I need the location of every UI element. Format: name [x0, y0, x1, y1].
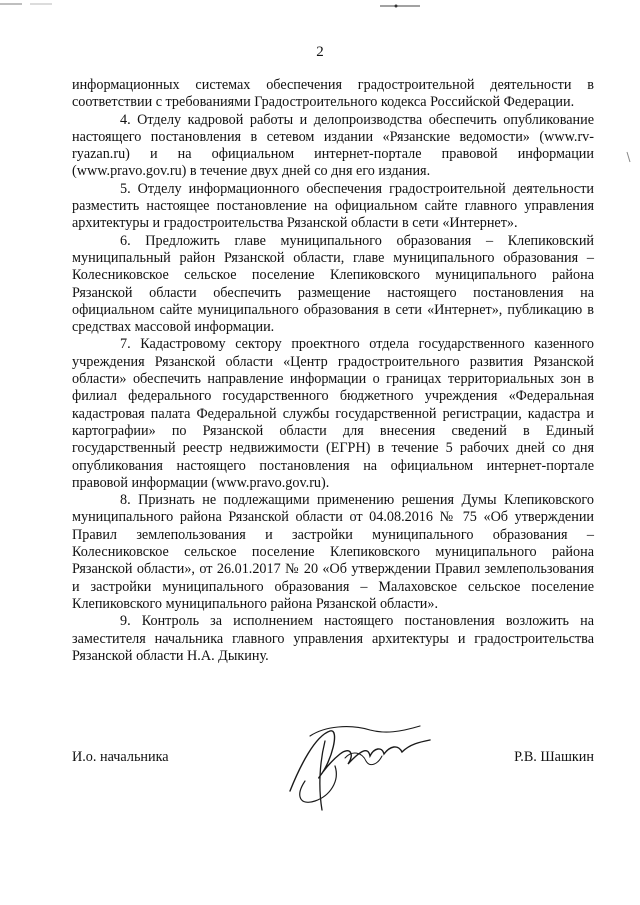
signer-name: Р.В. Шашкин [514, 749, 594, 765]
paragraph-item-7: 7. Кадастровому сектору проектного отдела государственного казенного учреждения Рязанской области «Центр градостроительного развития Рязанской области» обеспечить направление информации о границах территориальных зон в филиал федерального государственного бюджетного учреждения «Федеральная кадастровая палата Федеральной службы государственной регистрации, кадастра и картографии» по Рязанской области для внесения сведений в Единый государственный реестр недвижимости (ЕГРН) в течение 5 рабочих дней со дня опубликования настоящего постановления на официальном интернет-портале правовой информации (www.pravo.gov.ru). [72, 336, 594, 491]
paragraph-item-9: 9. Контроль за исполнением настоящего постановления возложить на заместителя начальника главного управления архитектуры и градостроительства Рязанской области Н.А. Дыкину. [72, 613, 594, 664]
scan-artifact-marks [0, 0, 640, 20]
paragraph-item-6: 6. Предложить главе муниципального образования – Клепиковский муниципальный район Рязанской области, главе муниципального образования – Колесниковское сельское поселение Клепиковского муниципального района Рязанской области обеспечить размещение настоящего постановления на официальном сайте муниципального образования в сети «Интернет», публикацию в средствах массовой информации. [72, 232, 594, 336]
position-title: И.о. начальника [72, 749, 169, 765]
paragraph-item-4: 4. Отделу кадровой работы и делопроизводства обеспечить опубликование настоящего постановления в сетевом издании «Рязанские ведомости» (www.rv-ryazan.ru) и на официальном интернет-портале правовой информации (www.pravo.gov.ru) в течение двух дней со дня его издания. [72, 111, 594, 180]
paragraph-continuation: информационных системах обеспечения градостроительной деятельности в соответствии с требованиями Градостроительного кодекса Российской Федерации. [72, 77, 594, 111]
page-number: 2 [316, 44, 324, 60]
paragraph-item-5: 5. Отделу информационного обеспечения градостроительной деятельности разместить настоящее постановление на официальном сайте главного управления архитектуры и градостроительства Рязанской области в сети «Интернет». [72, 180, 594, 232]
scan-edge-mark [624, 150, 634, 170]
document-body [72, 77, 594, 665]
handwritten-signature [270, 706, 450, 816]
paragraph-item-8: 8. Признать не подлежащими применению решения Думы Клепиковского муниципального района Рязанской области от 04.08.2016 № 75 «Об утверждении Правил землепользования и застройки муниципального образования – Колесниковское сельское поселение Клепиковского муниципального района Рязанской области», от 26.01.2017 № 20 «Об утверждении Правил землепользования и застройки муниципального образования – Малаховское сельское поселение Клепиковского муниципального района Рязанской области». [72, 492, 594, 612]
